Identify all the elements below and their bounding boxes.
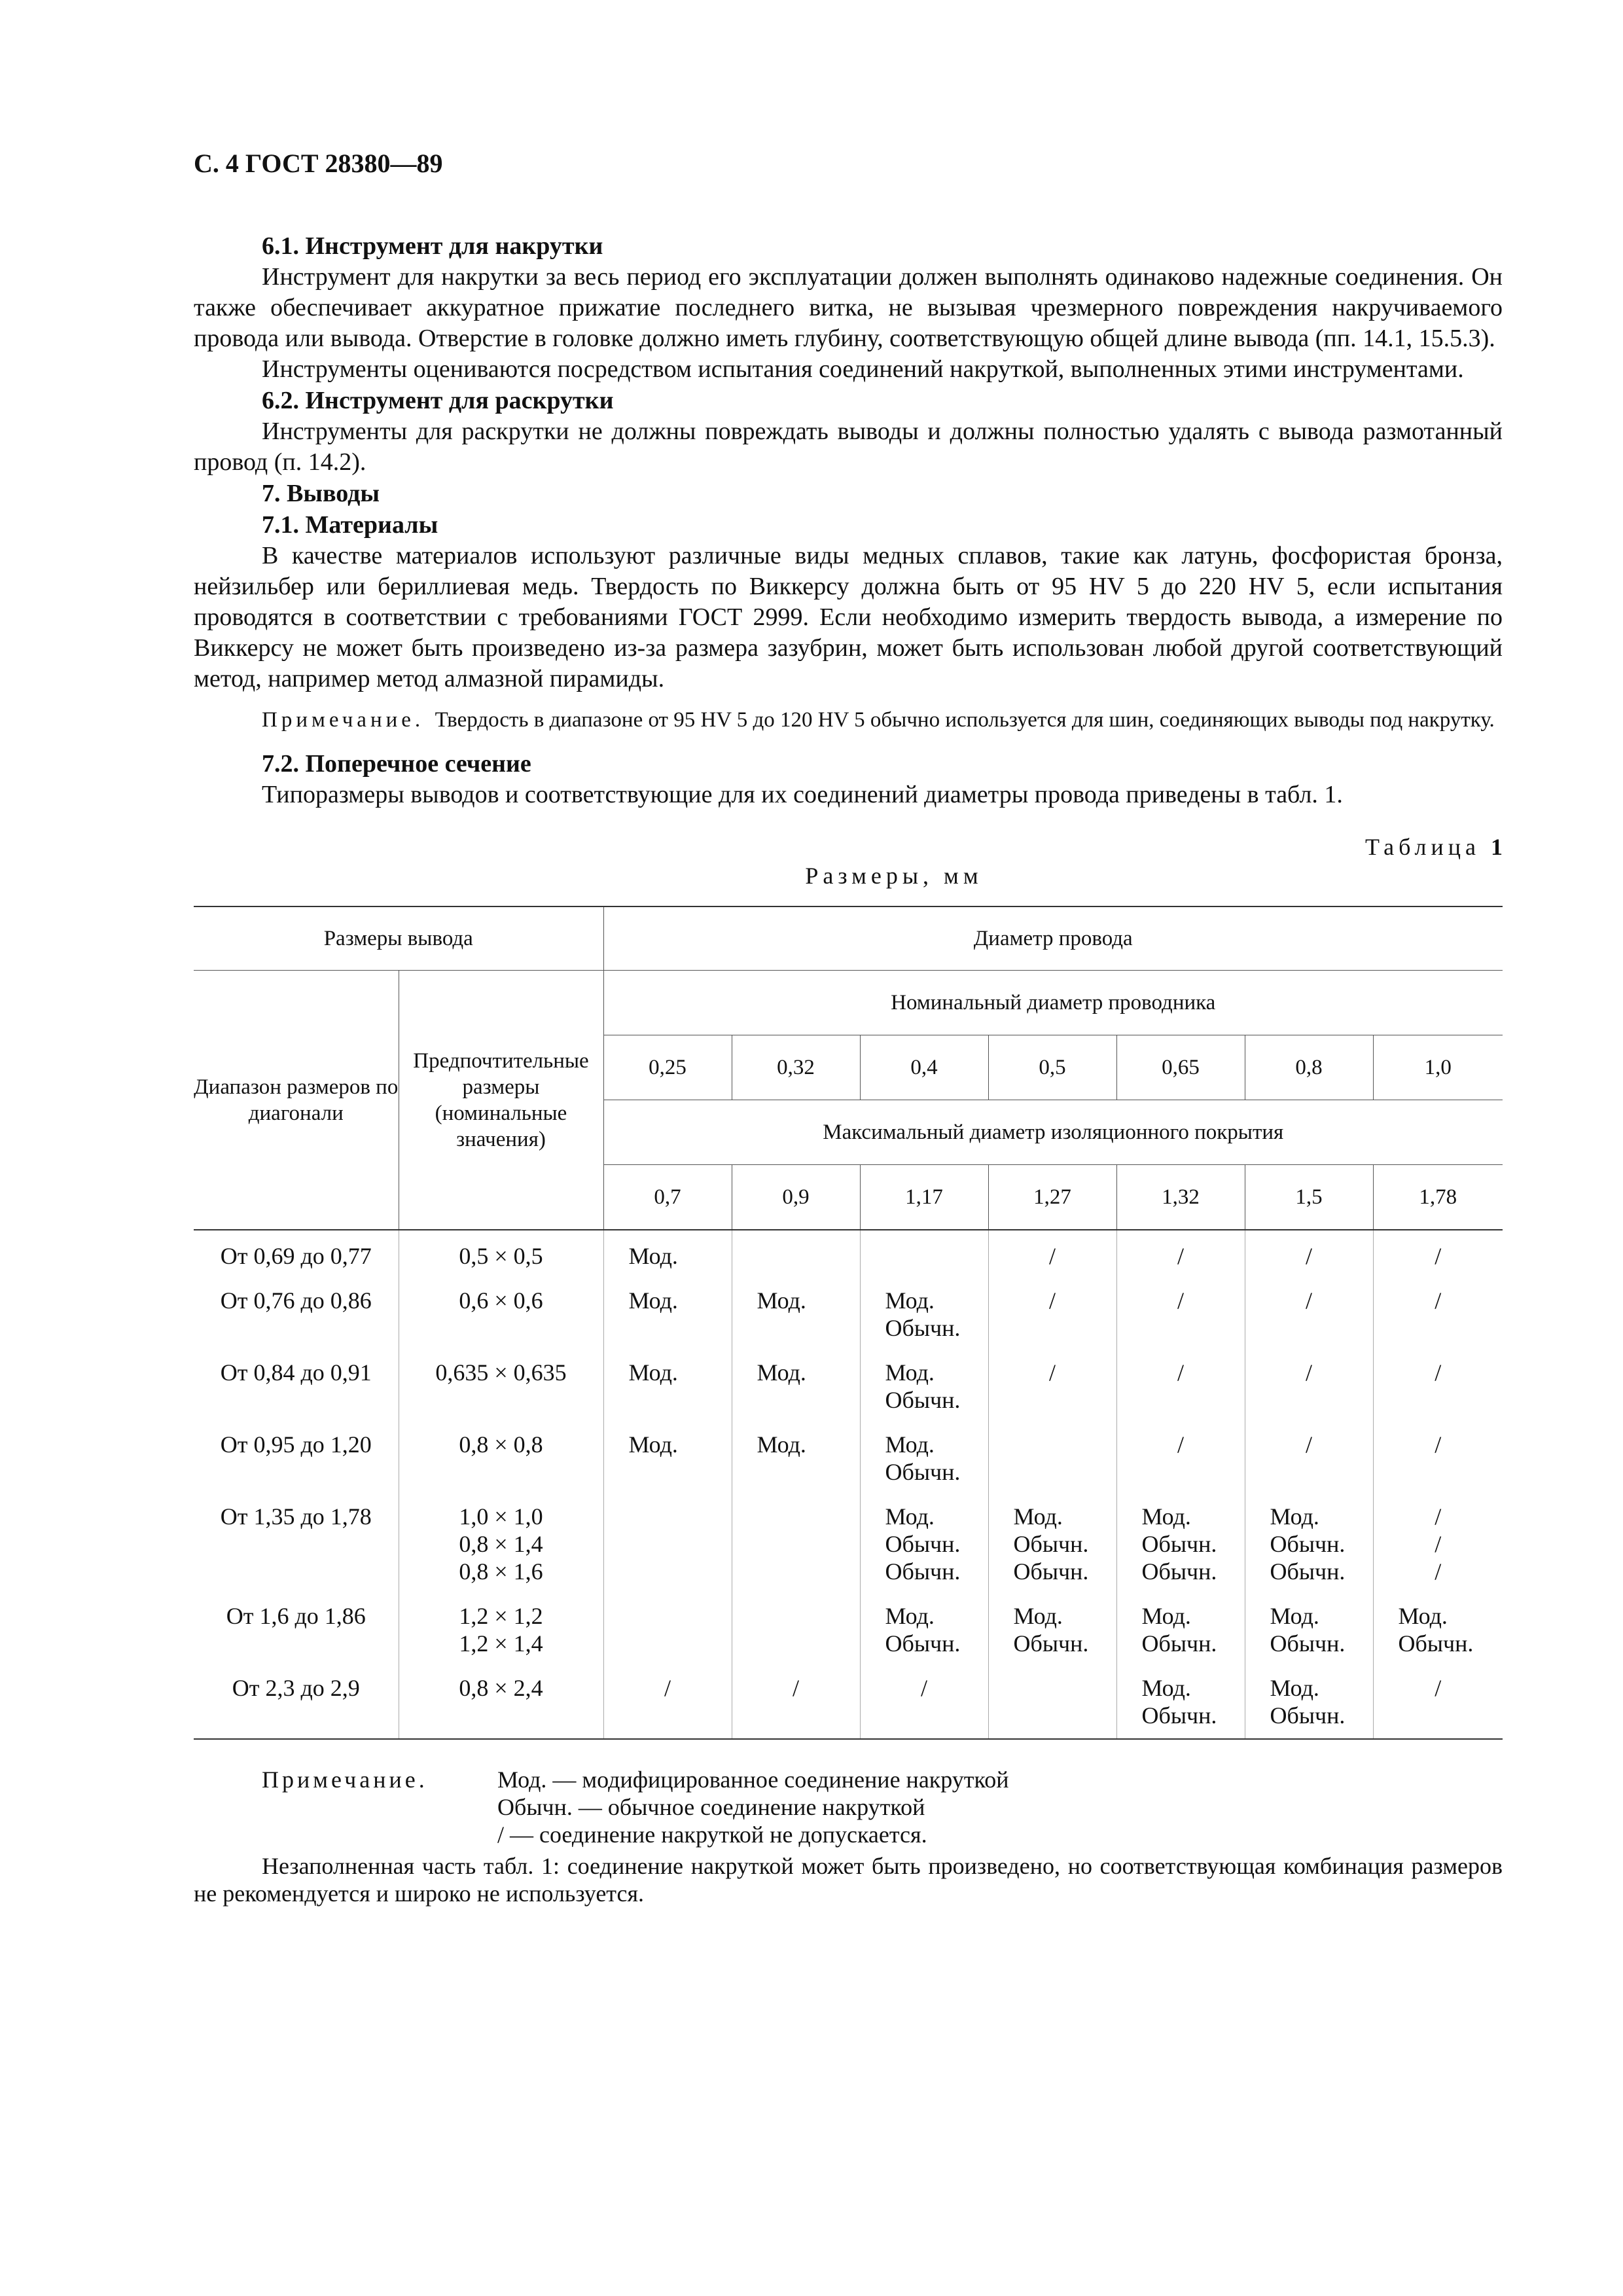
header-nominal-diameter: Номинальный диаметр проводника xyxy=(603,971,1503,1035)
row-cell: Мод. Обычн. xyxy=(1116,1666,1245,1739)
header-preferred-sizes: Предпочтительные размеры (номинальные значения) xyxy=(399,971,603,1230)
row-preferred-size: 0,635 × 0,635 xyxy=(399,1351,603,1423)
section-6-1-paragraph-1: Инструмент для накрутки за весь период его эксплуатации должен выполнять одинаково надежные соединения. Он также обеспечивает аккуратное прижатие последнего витка, не вызывая чрезмерного повреждения накручиваемого провода или вывода. Отверстие в головке должно иметь глубину, соответствующую общей длине вывода (пп. 14.1, 15.5.3). xyxy=(194,263,1503,352)
section-7-2-title: 7.2. Поперечное сечение xyxy=(262,750,531,778)
row-preferred-size: 0,8 × 0,8 xyxy=(399,1423,603,1495)
row-diagonal-range: От 2,3 до 2,9 xyxy=(194,1666,399,1739)
row-cell: / xyxy=(1245,1423,1373,1495)
document-body xyxy=(194,230,1503,1907)
section-6-2-title: 6.2. Инструмент для раскрутки xyxy=(262,387,614,414)
row-cell: Мод. Обычн. xyxy=(860,1279,988,1351)
row-cell: / xyxy=(1245,1351,1373,1423)
max-insulation-value: 0,9 xyxy=(732,1165,860,1230)
row-cell: / xyxy=(732,1666,860,1739)
row-cell: / xyxy=(1245,1230,1373,1279)
row-cell: Мод. xyxy=(603,1351,732,1423)
row-cell: / xyxy=(1116,1279,1245,1351)
row-cell: / xyxy=(1116,1230,1245,1279)
row-cell: Мод. Обычн. Обычн. xyxy=(1116,1495,1245,1594)
section-6-1-title: 6.1. Инструмент для накрутки xyxy=(262,232,603,260)
table-units: Размеры, мм xyxy=(805,863,983,889)
row-cell: / xyxy=(1373,1666,1503,1739)
table-row xyxy=(194,1594,1503,1666)
table-row xyxy=(194,1495,1503,1594)
row-cell: Мод. xyxy=(732,1423,860,1495)
row-cell: / xyxy=(603,1666,732,1739)
row-cell: Мод. Обычн. Обычн. xyxy=(1245,1495,1373,1594)
nominal-value: 0,25 xyxy=(603,1035,732,1100)
table-row xyxy=(194,1279,1503,1351)
section-7-1-paragraph: В качестве материалов используют различные виды медных сплавов, такие как латунь, фосфористая бронза, нейзильбер или бериллиевая медь. Твердость по Виккерсу должна быть от 95 HV 5 до 220 HV 5, если испытания проводятся в соответствии с требованиями ГОСТ 2999. Если необходимо измерить твердость вывода, а измерение по Виккерсу не может быть произведено из-за размера зазубрин, может быть использован любой другой соответствующий метод, например метод алмазной пирамиды. xyxy=(194,542,1503,692)
table-row xyxy=(194,1666,1503,1739)
nominal-value: 0,8 xyxy=(1245,1035,1373,1100)
row-cell: / xyxy=(988,1230,1116,1279)
row-cell xyxy=(603,1495,732,1594)
row-preferred-size: 1,0 × 1,0 0,8 × 1,4 0,8 × 1,6 xyxy=(399,1495,603,1594)
row-cell: Мод. Обычн. xyxy=(1116,1594,1245,1666)
row-cell: / xyxy=(1373,1351,1503,1423)
section-7-title: 7. Выводы xyxy=(262,480,380,507)
row-cell: Мод. Обычн. Обычн. xyxy=(860,1495,988,1594)
row-cell: Мод. xyxy=(603,1423,732,1495)
header-diagonal-range: Диапазон размеров по диагонали xyxy=(194,971,399,1230)
unfilled-part-note: Незаполненная часть табл. 1: соединение накруткой может быть произведено, но соответствующая комбинация размеров не рекомендуется и широко не используется. xyxy=(194,1853,1503,1907)
row-cell: Мод. xyxy=(603,1279,732,1351)
page-header: С. 4 ГОСТ 28380—89 xyxy=(194,149,443,178)
row-diagonal-range: От 0,95 до 1,20 xyxy=(220,1431,372,1458)
row-cell: Мод. xyxy=(603,1230,732,1279)
row-cell: Мод. Обычн. xyxy=(860,1594,988,1666)
row-cell xyxy=(988,1666,1116,1739)
row-preferred-size: 1,2 × 1,2 1,2 × 1,4 xyxy=(399,1594,603,1666)
row-diagonal-range: От 0,84 до 0,91 xyxy=(220,1359,372,1386)
row-cell: Мод. Обычн. xyxy=(1245,1594,1373,1666)
table-row xyxy=(194,1351,1503,1423)
row-cell: / xyxy=(988,1351,1116,1423)
terminal-sizes-table xyxy=(194,906,1503,1740)
row-preferred-size: 0,8 × 2,4 xyxy=(399,1666,603,1739)
row-cell: / xyxy=(1373,1230,1503,1279)
section-7-1-title: 7.1. Материалы xyxy=(262,511,438,539)
legend-ordinary: Обычн. — обычное соединение накруткой xyxy=(497,1794,925,1820)
row-cell: Мод. xyxy=(732,1279,860,1351)
legend-not-allowed: / — соединение накруткой не допускается. xyxy=(497,1821,927,1848)
max-insulation-value: 0,7 xyxy=(603,1165,732,1230)
row-cell xyxy=(860,1230,988,1279)
section-6-2-paragraph: Инструменты для раскрутки не должны повреждать выводы и должны полностью удалять с вывода размотанный провод (п. 14.2). xyxy=(194,418,1503,476)
table-body xyxy=(194,1230,1503,1739)
note-text: Твердость в диапазоне от 95 HV 5 до 120 HV 5 обычно используется для шин, соединяющих выводы под накрутку. xyxy=(435,708,1495,732)
header-max-insulation-diameter: Максимальный диаметр изоляционного покрытия xyxy=(603,1100,1503,1165)
table-caption-number: 1 xyxy=(1491,834,1503,860)
row-cell: Мод. Обычн. xyxy=(1373,1594,1503,1666)
notes-label: Примечание. xyxy=(262,1767,428,1793)
nominal-value: 1,0 xyxy=(1373,1035,1503,1100)
row-cell: Мод. Обычн. xyxy=(988,1594,1116,1666)
row-cell: Мод. Обычн. xyxy=(860,1351,988,1423)
row-cell xyxy=(603,1594,732,1666)
row-cell: / xyxy=(1245,1279,1373,1351)
max-insulation-value: 1,5 xyxy=(1245,1165,1373,1230)
nominal-value: 0,4 xyxy=(860,1035,988,1100)
row-cell: / xyxy=(1373,1279,1503,1351)
row-preferred-size: 0,5 × 0,5 xyxy=(399,1230,603,1279)
section-7-2-paragraph: Типоразмеры выводов и соответствующие для их соединений диаметры провода приведены в табл. 1. xyxy=(262,781,1343,808)
row-cell xyxy=(732,1495,860,1594)
max-insulation-value: 1,78 xyxy=(1373,1165,1503,1230)
nominal-value: 0,65 xyxy=(1116,1035,1245,1100)
row-cell: Мод. Обычн. xyxy=(860,1423,988,1495)
row-cell xyxy=(732,1594,860,1666)
row-diagonal-range: От 1,6 до 1,86 xyxy=(226,1603,366,1629)
note-label: Примечание. xyxy=(262,708,425,732)
row-cell xyxy=(988,1423,1116,1495)
nominal-value: 0,5 xyxy=(988,1035,1116,1100)
nominal-value: 0,32 xyxy=(732,1035,860,1100)
row-diagonal-range: От 0,76 до 0,86 xyxy=(220,1287,372,1314)
section-6-1-paragraph-2: Инструменты оцениваются посредством испытания соединений накруткой, выполненных этими инструментами. xyxy=(262,355,1464,383)
row-cell: Мод. xyxy=(732,1351,860,1423)
table-notes xyxy=(194,1766,1503,1848)
row-cell: / xyxy=(860,1666,988,1739)
table-row xyxy=(194,1230,1503,1279)
section-7-1-note xyxy=(194,706,1503,734)
row-cell: Мод. Обычн. xyxy=(1245,1666,1373,1739)
row-cell: Мод. Обычн. Обычн. xyxy=(988,1495,1116,1594)
legend-modified: Мод. — модифицированное соединение накруткой xyxy=(497,1767,1009,1793)
table-caption-word: Таблица xyxy=(1365,834,1480,860)
max-insulation-value: 1,17 xyxy=(860,1165,988,1230)
row-diagonal-range: От 1,35 до 1,78 xyxy=(220,1503,372,1530)
table-row xyxy=(194,1423,1503,1495)
max-insulation-value: 1,27 xyxy=(988,1165,1116,1230)
row-cell: / / / xyxy=(1373,1495,1503,1594)
row-cell: / xyxy=(1373,1423,1503,1495)
table-caption xyxy=(194,833,1503,861)
header-terminal-sizes: Размеры вывода xyxy=(194,906,603,971)
row-preferred-size: 0,6 × 0,6 xyxy=(399,1279,603,1351)
row-cell: / xyxy=(1116,1351,1245,1423)
header-wire-diameter: Диаметр провода xyxy=(603,906,1503,971)
row-cell: / xyxy=(1116,1423,1245,1495)
row-cell xyxy=(732,1230,860,1279)
row-diagonal-range: От 0,69 до 0,77 xyxy=(220,1243,372,1269)
max-insulation-value: 1,32 xyxy=(1116,1165,1245,1230)
row-cell: / xyxy=(988,1279,1116,1351)
